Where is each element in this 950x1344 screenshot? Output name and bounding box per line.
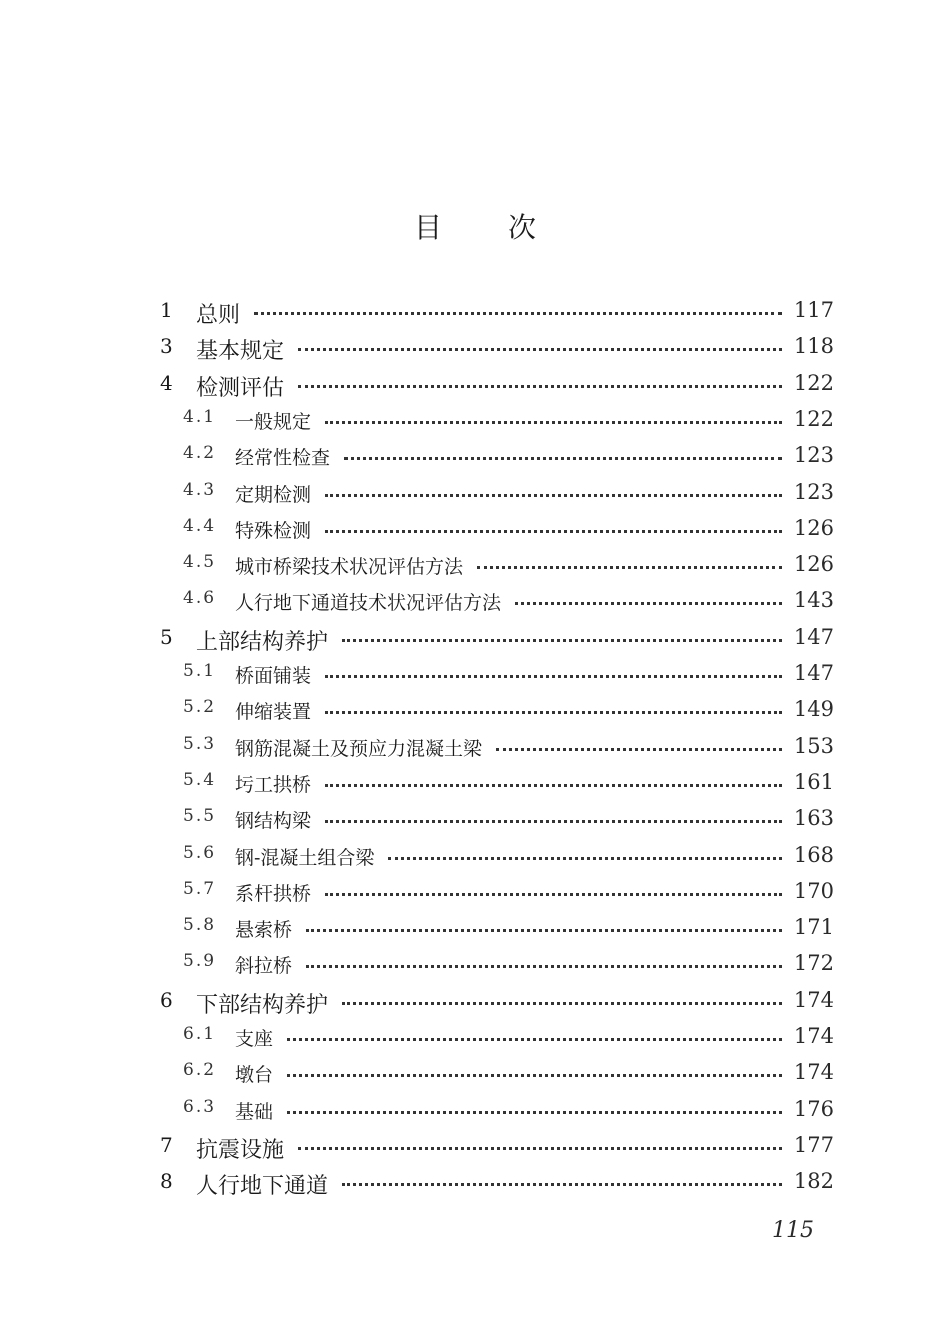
toc-entry-number: 6 <box>160 987 173 1012</box>
toc-entry-page: 176 <box>793 1096 834 1121</box>
toc-entry-title: 下部结构养护 <box>196 992 329 1018</box>
toc-entry-page: 118 <box>793 334 834 359</box>
toc-entry-number: 7 <box>160 1132 173 1157</box>
toc-entry[interactable] <box>0 843 950 879</box>
toc-entry-page: 143 <box>793 588 834 613</box>
toc-entry-title: 城市桥梁技术状况评估方法 <box>235 556 464 579</box>
toc-entry-number: 4.6 <box>183 588 217 609</box>
toc-entry[interactable] <box>0 443 950 479</box>
toc-entry-title: 抗震设施 <box>196 1137 285 1163</box>
toc-entry-page: 126 <box>793 552 834 577</box>
toc-entry-title: 悬索桥 <box>235 919 293 942</box>
toc-entry[interactable] <box>0 1024 950 1060</box>
toc-entry-number: 5 <box>160 624 173 649</box>
toc-entry-page: 171 <box>793 915 834 940</box>
toc-entry-title: 斜拉桥 <box>235 955 293 978</box>
toc-entry[interactable] <box>0 407 950 443</box>
toc-entry-title: 人行地下通道技术状况评估方法 <box>235 592 502 615</box>
toc-dot-leader <box>298 1143 782 1150</box>
toc-entry-page: 153 <box>793 733 834 758</box>
toc-entry[interactable] <box>0 371 950 407</box>
toc-entry-page: 123 <box>793 479 834 504</box>
toc-entry[interactable] <box>0 770 950 806</box>
toc-entry-title: 特殊检测 <box>235 519 312 542</box>
toc-entry-page: 147 <box>793 661 834 685</box>
toc-dot-leader <box>325 816 782 823</box>
toc-entry-number: 5.4 <box>183 769 217 790</box>
toc-dot-leader <box>325 707 782 714</box>
toc-entry-page: 122 <box>793 406 834 431</box>
toc-entry-title: 系杆拱桥 <box>235 882 312 905</box>
toc-entry-title: 上部结构养护 <box>196 629 329 655</box>
toc-entry-page: 147 <box>793 624 834 649</box>
toc-entry-title: 基础 <box>235 1100 274 1123</box>
toc-entry[interactable] <box>0 988 950 1024</box>
toc-dot-leader <box>325 671 782 678</box>
toc-entry-number: 8 <box>160 1169 173 1194</box>
toc-entry-number: 5.5 <box>183 806 217 827</box>
toc-entry-title: 桥面铺装 <box>235 665 312 687</box>
page-number: 115 <box>772 1218 814 1243</box>
toc-entry-page: 122 <box>793 370 834 395</box>
toc-entry-page: 161 <box>793 769 834 794</box>
toc-entry-number: 6.1 <box>183 1024 217 1044</box>
toc-entry-number: 4.2 <box>183 443 217 464</box>
toc-dot-leader <box>477 562 782 569</box>
toc-entry-title: 检测评估 <box>196 375 285 401</box>
toc-dot-leader <box>496 744 782 751</box>
toc-dot-leader <box>342 1179 782 1186</box>
toc-entry-number: 1 <box>160 298 173 322</box>
toc-entry-number: 6.3 <box>183 1096 217 1117</box>
toc-entry-title: 钢筋混凝土及预应力混凝土梁 <box>235 737 483 760</box>
toc-entry-page: 177 <box>793 1132 834 1157</box>
toc-entry-title: 圬工拱桥 <box>235 773 312 796</box>
toc-entry-number: 5.3 <box>183 733 217 754</box>
toc-dot-leader <box>325 526 782 533</box>
toc-dot-leader <box>388 853 782 860</box>
toc-entry-title: 人行地下通道 <box>196 1174 329 1200</box>
toc-entry-number: 6.2 <box>183 1060 217 1081</box>
toc-entry[interactable] <box>0 697 950 733</box>
toc-entry-number: 4.1 <box>183 406 217 427</box>
toc-dot-leader <box>515 598 782 605</box>
toc-entry-title: 定期检测 <box>235 483 312 506</box>
toc-entry[interactable] <box>0 480 950 516</box>
toc-entry-title: 基本规定 <box>196 339 285 365</box>
toc-dot-leader <box>287 1107 782 1114</box>
toc-entry-page: 126 <box>793 515 834 540</box>
toc-entry-title: 一般规定 <box>235 410 312 433</box>
toc-entry[interactable] <box>0 1060 950 1096</box>
toc-entry[interactable] <box>0 879 950 915</box>
toc-entry-title: 经常性检查 <box>235 447 331 470</box>
toc-entry-page: 182 <box>793 1169 834 1194</box>
toc-entry-page: 163 <box>793 806 834 831</box>
toc-entry-number: 5.2 <box>183 697 217 718</box>
toc-entry-title: 总则 <box>196 303 241 328</box>
toc-entry[interactable] <box>0 1097 950 1133</box>
toc-dot-leader <box>325 780 782 787</box>
toc-entry-title: 伸缩装置 <box>235 701 312 724</box>
toc-dot-leader <box>306 925 782 932</box>
toc-entry[interactable] <box>0 588 950 624</box>
toc-entry-page: 174 <box>793 1024 834 1048</box>
toc-entry-number: 5.8 <box>183 915 217 936</box>
toc-dot-leader <box>298 381 782 388</box>
toc-entry-title: 墩台 <box>235 1064 274 1087</box>
toc-entry-number: 4 <box>160 370 173 395</box>
toc-entry-title: 支座 <box>235 1028 274 1050</box>
toc-entry-title: 钢-混凝土组合梁 <box>235 846 375 869</box>
toc-entry[interactable] <box>0 734 950 770</box>
toc-dot-leader <box>325 889 782 896</box>
toc-entry-number: 3 <box>160 334 173 359</box>
toc-entry-page: 170 <box>793 878 834 903</box>
toc-dot-leader <box>344 453 782 460</box>
toc-dot-leader <box>287 1070 782 1077</box>
toc-entry-number: 4.5 <box>183 552 217 573</box>
toc-entry-page: 168 <box>793 842 834 867</box>
toc-entry[interactable] <box>0 661 950 697</box>
toc-entry-page: 117 <box>793 298 834 322</box>
toc-entry-page: 174 <box>793 1060 834 1085</box>
toc-entry[interactable] <box>0 334 950 370</box>
toc-entry-title: 钢结构梁 <box>235 810 312 833</box>
toc-entry-number: 5.9 <box>183 951 217 972</box>
toc-entry[interactable] <box>0 1133 950 1169</box>
toc-entry[interactable] <box>0 552 950 588</box>
toc-dot-leader <box>254 308 782 315</box>
toc-dot-leader <box>342 998 782 1005</box>
toc-entry[interactable] <box>0 1169 950 1205</box>
toc-dot-leader <box>287 1034 782 1041</box>
toc-dot-leader <box>298 344 782 351</box>
toc-entry-number: 4.3 <box>183 479 217 500</box>
toc-entry-page: 174 <box>793 987 834 1012</box>
toc-dot-leader <box>325 417 782 424</box>
toc-entry-page: 123 <box>793 443 834 468</box>
toc-entry[interactable] <box>0 625 950 661</box>
toc-dot-leader <box>325 490 782 497</box>
toc-dot-leader <box>342 635 782 642</box>
toc-entry[interactable] <box>0 806 950 842</box>
toc-entry[interactable] <box>0 951 950 987</box>
toc-entry[interactable] <box>0 915 950 951</box>
toc-entry-number: 5.1 <box>183 661 217 681</box>
toc-entry-number: 5.7 <box>183 878 217 899</box>
toc-entry-page: 149 <box>793 697 834 722</box>
toc-entry-number: 4.4 <box>183 515 217 536</box>
toc-dot-leader <box>306 961 782 968</box>
page-title: 目次 <box>413 211 602 244</box>
toc-entry-number: 5.6 <box>183 842 217 863</box>
toc-entry[interactable] <box>0 516 950 552</box>
toc-entry[interactable] <box>0 298 950 334</box>
toc-entry-page: 172 <box>793 951 834 976</box>
